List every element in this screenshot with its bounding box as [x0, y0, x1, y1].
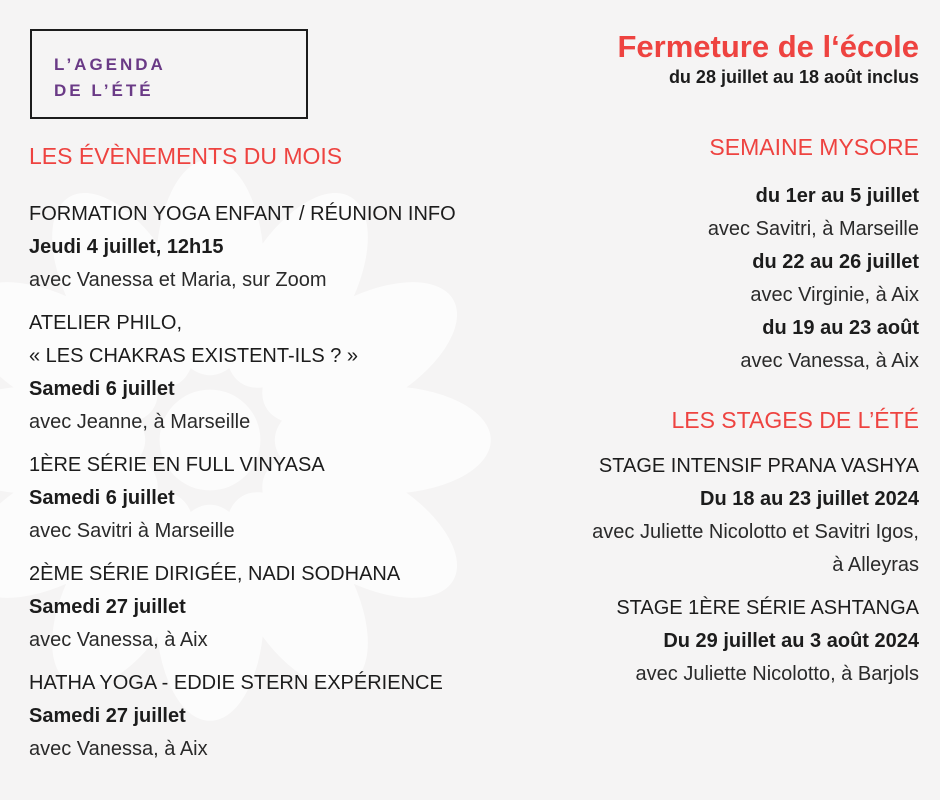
event-item	[29, 667, 559, 766]
event-title: 2ÈME SÉRIE DIRIGÉE, NADI SODHANA	[29, 563, 401, 585]
mysore-heading: SEMAINE MYSORE	[709, 134, 919, 160]
agenda-tag-line-2: DE L’ÉTÉ	[54, 81, 154, 100]
stage-location: à Alleyras	[832, 554, 919, 576]
event-title: FORMATION YOGA ENFANT / RÉUNION INFO	[29, 203, 456, 225]
mysore-date: du 22 au 26 juillet	[752, 251, 919, 273]
closure-title: Fermeture de l‘école	[617, 29, 919, 64]
agenda-tag-box	[30, 29, 308, 119]
mysore-host: avec Vanessa, à Aix	[740, 350, 919, 372]
event-date: Samedi 27 juillet	[29, 705, 186, 727]
stage-host: avec Juliette Nicolotto et Savitri Igos,	[592, 521, 919, 543]
closure-dates: du 28 juillet au 18 août inclus	[668, 67, 919, 87]
event-title: HATHA YOGA - EDDIE STERN EXPÉRIENCE	[29, 672, 443, 694]
stages-list	[489, 450, 919, 691]
events-heading: LES ÉVÈNEMENTS DU MOIS	[29, 143, 343, 169]
event-host: avec Vanessa, à Aix	[29, 629, 208, 651]
events-column	[29, 142, 559, 766]
stage-date: Du 18 au 23 juillet 2024	[700, 488, 919, 510]
stage-title: STAGE INTENSIF PRANA VASHYA	[598, 455, 919, 477]
event-date: Samedi 6 juillet	[29, 378, 175, 400]
mysore-date: du 1er au 5 juillet	[755, 185, 919, 207]
event-host: avec Savitri à Marseille	[29, 520, 235, 542]
events-list	[29, 198, 559, 766]
mysore-host: avec Savitri, à Marseille	[707, 218, 919, 240]
event-date: Samedi 27 juillet	[29, 596, 186, 618]
event-host: avec Vanessa et Maria, sur Zoom	[29, 269, 327, 291]
event-item	[29, 198, 559, 297]
event-item	[29, 449, 559, 548]
event-item	[29, 307, 559, 439]
mysore-date: du 19 au 23 août	[762, 317, 919, 339]
event-date: Jeudi 4 juillet, 12h15	[29, 236, 224, 258]
event-title: ATELIER PHILO,	[29, 312, 183, 334]
event-host: avec Vanessa, à Aix	[29, 738, 208, 760]
right-column	[489, 30, 919, 691]
mysore-host: avec Virginie, à Aix	[750, 284, 919, 306]
mysore-list	[489, 180, 919, 378]
stage-item	[489, 450, 919, 582]
event-subtitle: « LES CHAKRAS EXISTENT-ILS ? »	[29, 345, 359, 367]
stage-item	[489, 592, 919, 691]
stage-title: STAGE 1ÈRE SÉRIE ASHTANGA	[616, 597, 919, 619]
event-host: avec Jeanne, à Marseille	[29, 411, 251, 433]
stages-heading: LES STAGES DE L’ÉTÉ	[671, 407, 919, 433]
stage-host: avec Juliette Nicolotto, à Barjols	[635, 663, 919, 685]
event-date: Samedi 6 juillet	[29, 487, 175, 509]
event-item	[29, 558, 559, 657]
stage-date: Du 29 juillet au 3 août 2024	[663, 630, 919, 652]
event-title: 1ÈRE SÉRIE EN FULL VINYASA	[29, 454, 325, 476]
agenda-tag-line-1: L’AGENDA	[54, 55, 166, 74]
